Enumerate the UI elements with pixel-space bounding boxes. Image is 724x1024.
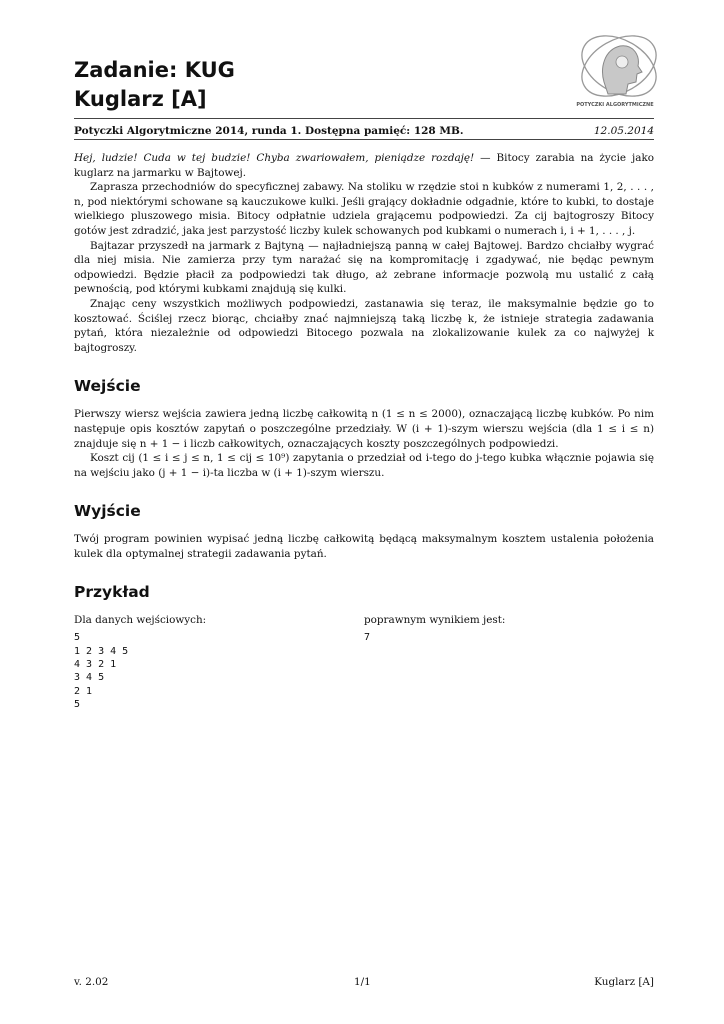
task-name-title: Kuglarz [A] [74,87,207,111]
example-input [74,613,206,711]
example-output [364,613,505,644]
contest-info: Potyczki Algorytmiczne 2014, runda 1. Dostępna pamięć: 128 MB. [74,125,464,137]
example-input-data: 5 1 2 3 4 5 4 3 2 1 3 4 5 2 1 5 [74,632,129,710]
contest-date: 12.05.2014 [593,125,654,137]
header-rule-bottom [74,139,654,140]
footer-task-name: Kuglarz [A] [594,976,654,988]
statement-intro: — Bitocy zarabia na życie jako kuglarz na jarmarku w Bajtowej. [74,152,654,179]
output-heading: Wyjście [74,502,141,521]
statement-paragraph-1 [74,151,654,180]
example-input-label: Dla danych wejściowych: [74,614,207,627]
task-content [74,151,654,723]
footer-version: v. 2.02 [74,976,109,988]
example-heading: Przykład [74,583,150,602]
statement-paragraph-4: Znając ceny wszystkich możliwych podpowiedzi, zastanawia się teraz, ile maksymalnie będzie go to kosztować. Ściślej rzecz biorąc, chciałby znać najmniejszą taką liczbę k, że istnieje strategia zadawania pytań, która niezależnie od odpowiedzi Bitocego pozwala na zlokalizowanie kulek za co najwyżej k bajtogroszy. [74,297,654,354]
page-footer [74,975,654,989]
header-rule-top [74,118,654,119]
input-paragraph-2: Koszt cij (1 ≤ i ≤ j ≤ n, 1 ≤ cij ≤ 10⁹) zapytania o przedział od i-tego do j-tego kubka włącznie pojawia się na wejściu jako (j + 1 − i)-ta liczba w (i + 1)-szym wierszu. [74,452,654,479]
example-output-data: 7 [364,632,371,644]
contest-meta [74,124,654,138]
example-block [74,613,654,723]
statement-paragraph-2: Zaprasza przechodniów do specyficznej zabawy. Na stoliku w rzędzie stoi n kubków z numerami 1, 2, . . . , n, pod niektórymi schowane są kauczukowe kulki. Jeśli grający dokładnie odgadnie, które to kubki, to dostaje wielkiego pluszowego misia. Bitocy odpłatnie udziela grającemu podpowiedzi. Za cij bajtogroszy Bitocy gotów jest zdradzić, jaka jest parzystość liczby kulek schowanych pod kubkami o numerach i, i + 1, . . . , j. [74,181,654,237]
input-paragraph-1: Pierwszy wiersz wejścia zawiera jedną liczbę całkowitą n (1 ≤ n ≤ 2000), oznaczającą liczbę kubków. Po nim następuje opis kosztów zapytań o poszczególne przedziały. W (i + 1)-szym wierszu wejścia (dla 1 ≤ i ≤ n) znajduje się n + 1 − i liczb całkowitych, oznaczających koszty poszczególnych podpowiedzi. [74,408,654,450]
output-paragraph: Twój program powinien wypisać jedną liczbę całkowitą będącą maksymalnym kosztem ustalenia położenia kulek dla optymalnej strategii zadawania pytań. [74,533,654,560]
task-code-title: Zadanie: KUG [74,58,235,82]
example-output-label: poprawnym wynikiem jest: [364,614,506,627]
logo-caption: POTYCZKI ALGORYTMICZNE [576,102,654,108]
input-heading: Wejście [74,377,141,396]
statement-paragraph-3: Bajtazar przyszedł na jarmark z Bajtyną — najładniejszą panną w całej Bajtowej. Bardzo chciałby wygrać dla niej misia. Nie zamierza przy tym narażać się na kompromitację i zgadywać, nie będąc pewnym odpowiedzi. Będzie płacił za podpowiedzi tak długo, aż zebrane informacje pozwolą mu ustalić z całą pewnością, pod którymi kubkami znajdują się kulki. [74,239,654,296]
statement-quote: Hej, ludzie! Cuda w tej budzie! Chyba zwariowałem, pieniądze rozdaję! [74,152,475,164]
potyczki-logo-icon [574,24,660,114]
task-title [74,56,235,114]
footer-page-number: 1/1 [354,976,371,988]
